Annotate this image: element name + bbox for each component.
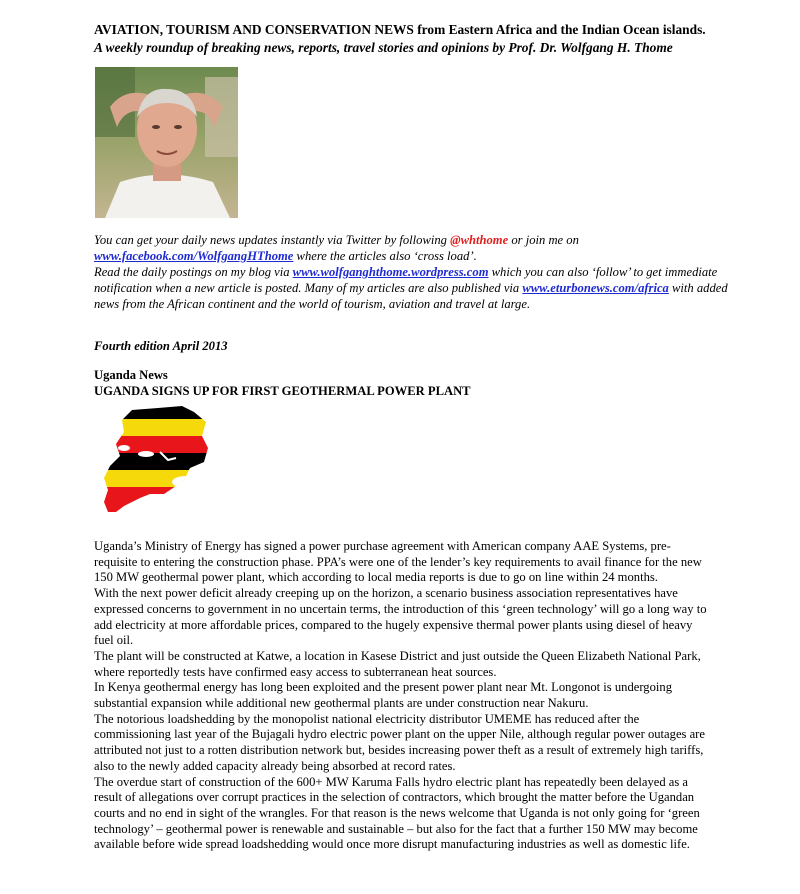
blog-notice — [94, 264, 734, 312]
author-photo — [95, 67, 238, 218]
facebook-link[interactable]: www.facebook.com/WolfgangHThome — [94, 249, 294, 263]
notice-text: where the articles also ‘cross load’. — [293, 249, 477, 263]
notice-text: which you can also ‘follow’ to get immediate notification when a new article is posted. Many of my articles are also published via — [94, 265, 718, 295]
eturbonews-link[interactable]: www.eturbonews.com/africa — [522, 281, 669, 295]
twitter-facebook-notice — [94, 232, 734, 264]
article-paragraph: The plant will be constructed at Katwe, a location in Kasese District and just outside the Queen Elizabeth National Park, where reportedly tests have confirmed easy access to subterranean heat sources. — [94, 648, 701, 679]
article-paragraph: Uganda’s Ministry of Energy has signed a power purchase agreement with American company AAE Systems, pre-requisite to entering the construction phase. PPA’s were one of the lender’s key requirements to avail finance for the new 150 MW geothermal power plant, which according to local media reports is due to go on line within 24 months. — [94, 539, 702, 585]
article-paragraph: In Kenya geothermal energy has long been exploited and the present power plant near Mt. Longonot is undergoing substantial expansion while additional new geothermal plants are under construction near Nakuru. — [94, 680, 672, 711]
article-paragraph: With the next power deficit already creeping up on the horizon, a scenario business association representatives have expressed concerns to government in no uncertain terms, the introduction of this ‘green technology’ will go a long way to add electricity at more affordable prices, compared to the hugely expensive thermal power plants using diesel of heavy fuel oil. — [94, 586, 707, 648]
newsletter-headline: AVIATION, TOURISM AND CONSERVATION NEWS from Eastern Africa and the Indian Ocean islands. — [94, 22, 706, 37]
section-label: Uganda News — [94, 368, 168, 382]
article-title: UGANDA SIGNS UP FOR FIRST GEOTHERMAL POWER PLANT — [94, 384, 471, 398]
article-paragraph: The overdue start of construction of the 600+ MW Karuma Falls hydro electric plant has repeatedly been delayed as a result of allegations over corrupt practices in the selection of contractors, which brought the matter before the Ugandan courts and no end in sight of the wrangles. For that reason is the news welcome that Uganda is not only going for ‘green technology’ – geothermal power is renewable and sustainable – but also for the fact that a further 150 MW may become available before wide spread loadshedding would once more disrupt manufacturing industries as well as domestic life. — [94, 774, 700, 852]
blog-link[interactable]: www.wolfganghthome.wordpress.com — [292, 265, 489, 279]
twitter-handle-link[interactable]: @whthome — [450, 233, 509, 247]
author-portrait-illustration — [95, 67, 238, 218]
notice-text: Read the daily postings on my blog via — [94, 265, 293, 279]
intro-notice — [94, 232, 734, 312]
notice-text: You can get your daily news updates instantly via Twitter by following — [94, 233, 451, 247]
edition-label: Fourth edition April 2013 — [94, 339, 228, 353]
notice-text: with added news from the African continent and the world of tourism, aviation and travel at large. — [94, 281, 728, 311]
article-body — [94, 539, 710, 853]
newsletter-subheadline: A weekly roundup of breaking news, reports, travel stories and opinions by Prof. Dr. Wolfgang H. Thome — [94, 40, 673, 55]
uganda-map-icon — [94, 402, 224, 532]
article-paragraph: The notorious loadshedding by the monopolist national electricity distributor UMEME has reduced after the commissioning last year of the Bujagali hydro electric power plant on the upper Nile, although regular power outages are attributed not just to a rotten distribution network but, besides increasing power theft as a result of extremely high tariffs, also to the newly added capacity already being absorbed at record rates. — [94, 711, 705, 773]
notice-text: or join me on — [508, 233, 579, 247]
uganda-flag-map — [94, 402, 224, 532]
